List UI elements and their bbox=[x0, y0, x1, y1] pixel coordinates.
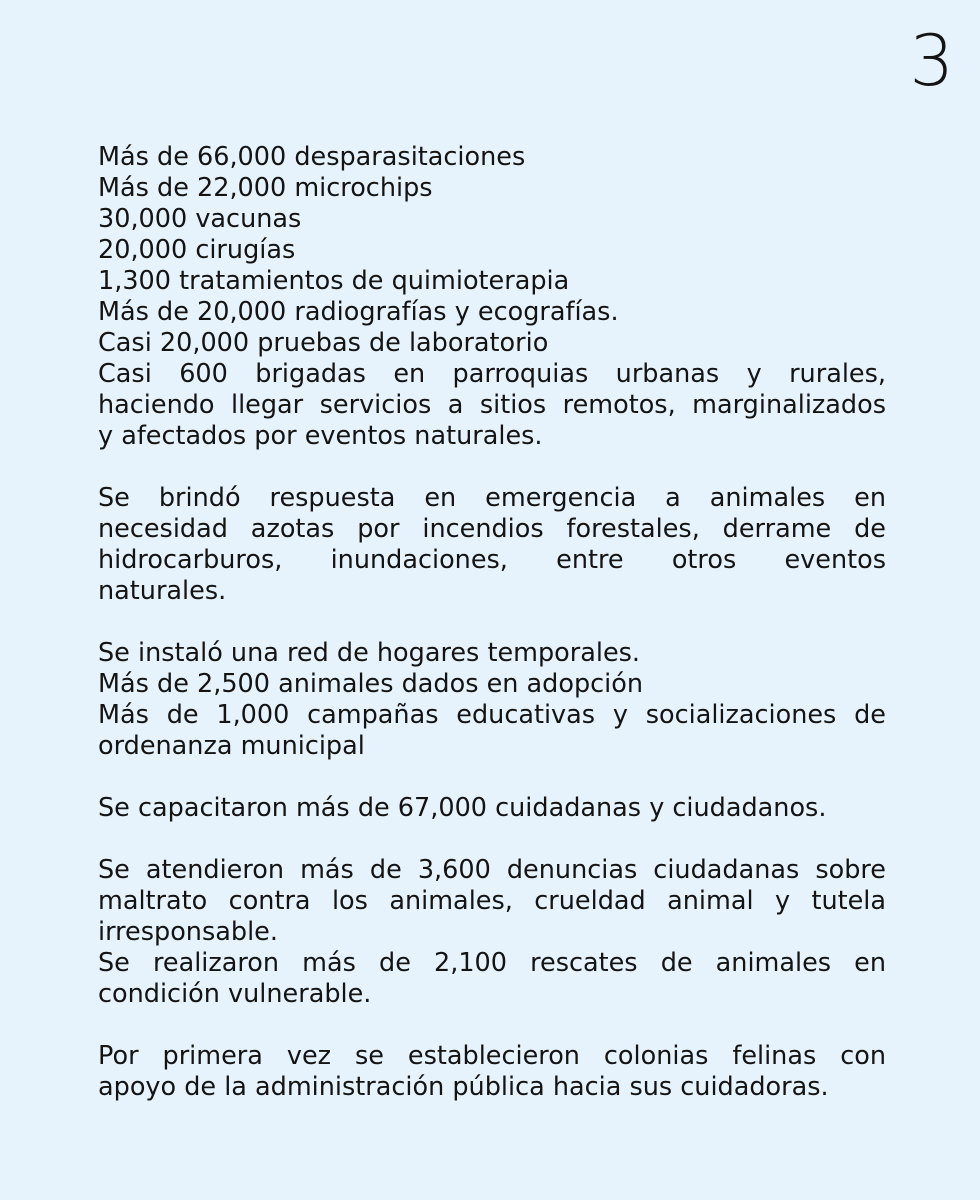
complaints-line-3: irresponsable. bbox=[98, 917, 278, 947]
rescues-line-1: Se realizaron más de 2,100 rescates de animales en bbox=[98, 948, 886, 978]
document-body bbox=[98, 142, 886, 1134]
feline-line-2: apoyo de la administración pública hacia sus cuidadoras. bbox=[98, 1072, 829, 1102]
paragraph-emergency-response bbox=[98, 483, 886, 607]
campaigns-line-2: ordenanza municipal bbox=[98, 731, 365, 761]
emergency-line-1: Se brindó respuesta en emergencia a animales en bbox=[98, 483, 886, 513]
paragraph-foster-adoption bbox=[98, 638, 886, 762]
stat-lab-tests: Casi 20,000 pruebas de laboratorio bbox=[98, 328, 549, 358]
stat-radiography: Más de 20,000 radiografías y ecografías. bbox=[98, 297, 619, 327]
training-line: Se capacitaron más de 67,000 cuidadanas y ciudadanos. bbox=[98, 793, 827, 823]
rescues-line-2: condición vulnerable. bbox=[98, 979, 372, 1009]
stat-brigades-line-2: haciendo llegar servicios a sitios remotos, marginalizados bbox=[98, 390, 886, 420]
page-number: 3 bbox=[909, 20, 954, 102]
stat-chemotherapy: 1,300 tratamientos de quimioterapia bbox=[98, 266, 570, 296]
complaints-line-1: Se atendieron más de 3,600 denuncias ciudadanas sobre bbox=[98, 855, 886, 885]
paragraph-feline-colonies bbox=[98, 1041, 886, 1103]
stat-vaccines: 30,000 vacunas bbox=[98, 204, 302, 234]
campaigns-line-1: Más de 1,000 campañas educativas y socializaciones de bbox=[98, 700, 886, 730]
emergency-line-3: hidrocarburos, inundaciones, entre otros eventos bbox=[98, 545, 886, 575]
feline-line-1: Por primera vez se establecieron colonias felinas con bbox=[98, 1041, 886, 1071]
stat-microchips: Más de 22,000 microchips bbox=[98, 173, 433, 203]
adoption-line: Más de 2,500 animales dados en adopción bbox=[98, 669, 644, 699]
stat-brigades-line-3: y afectados por eventos naturales. bbox=[98, 421, 543, 451]
stat-brigades-line-1: Casi 600 brigadas en parroquias urbanas y rurales, bbox=[98, 359, 886, 389]
foster-network-line: Se instaló una red de hogares temporales. bbox=[98, 638, 641, 668]
complaints-line-2: maltrato contra los animales, crueldad animal y tutela bbox=[98, 886, 886, 916]
paragraph-services-stats bbox=[98, 142, 886, 452]
paragraph-training bbox=[98, 793, 886, 824]
emergency-line-2: necesidad azotas por incendios forestales, derrame de bbox=[98, 514, 886, 544]
paragraph-complaints-rescues bbox=[98, 855, 886, 1010]
stat-surgeries: 20,000 cirugías bbox=[98, 235, 296, 265]
stat-deworming: Más de 66,000 desparasitaciones bbox=[98, 142, 526, 172]
emergency-line-4: naturales. bbox=[98, 576, 227, 606]
